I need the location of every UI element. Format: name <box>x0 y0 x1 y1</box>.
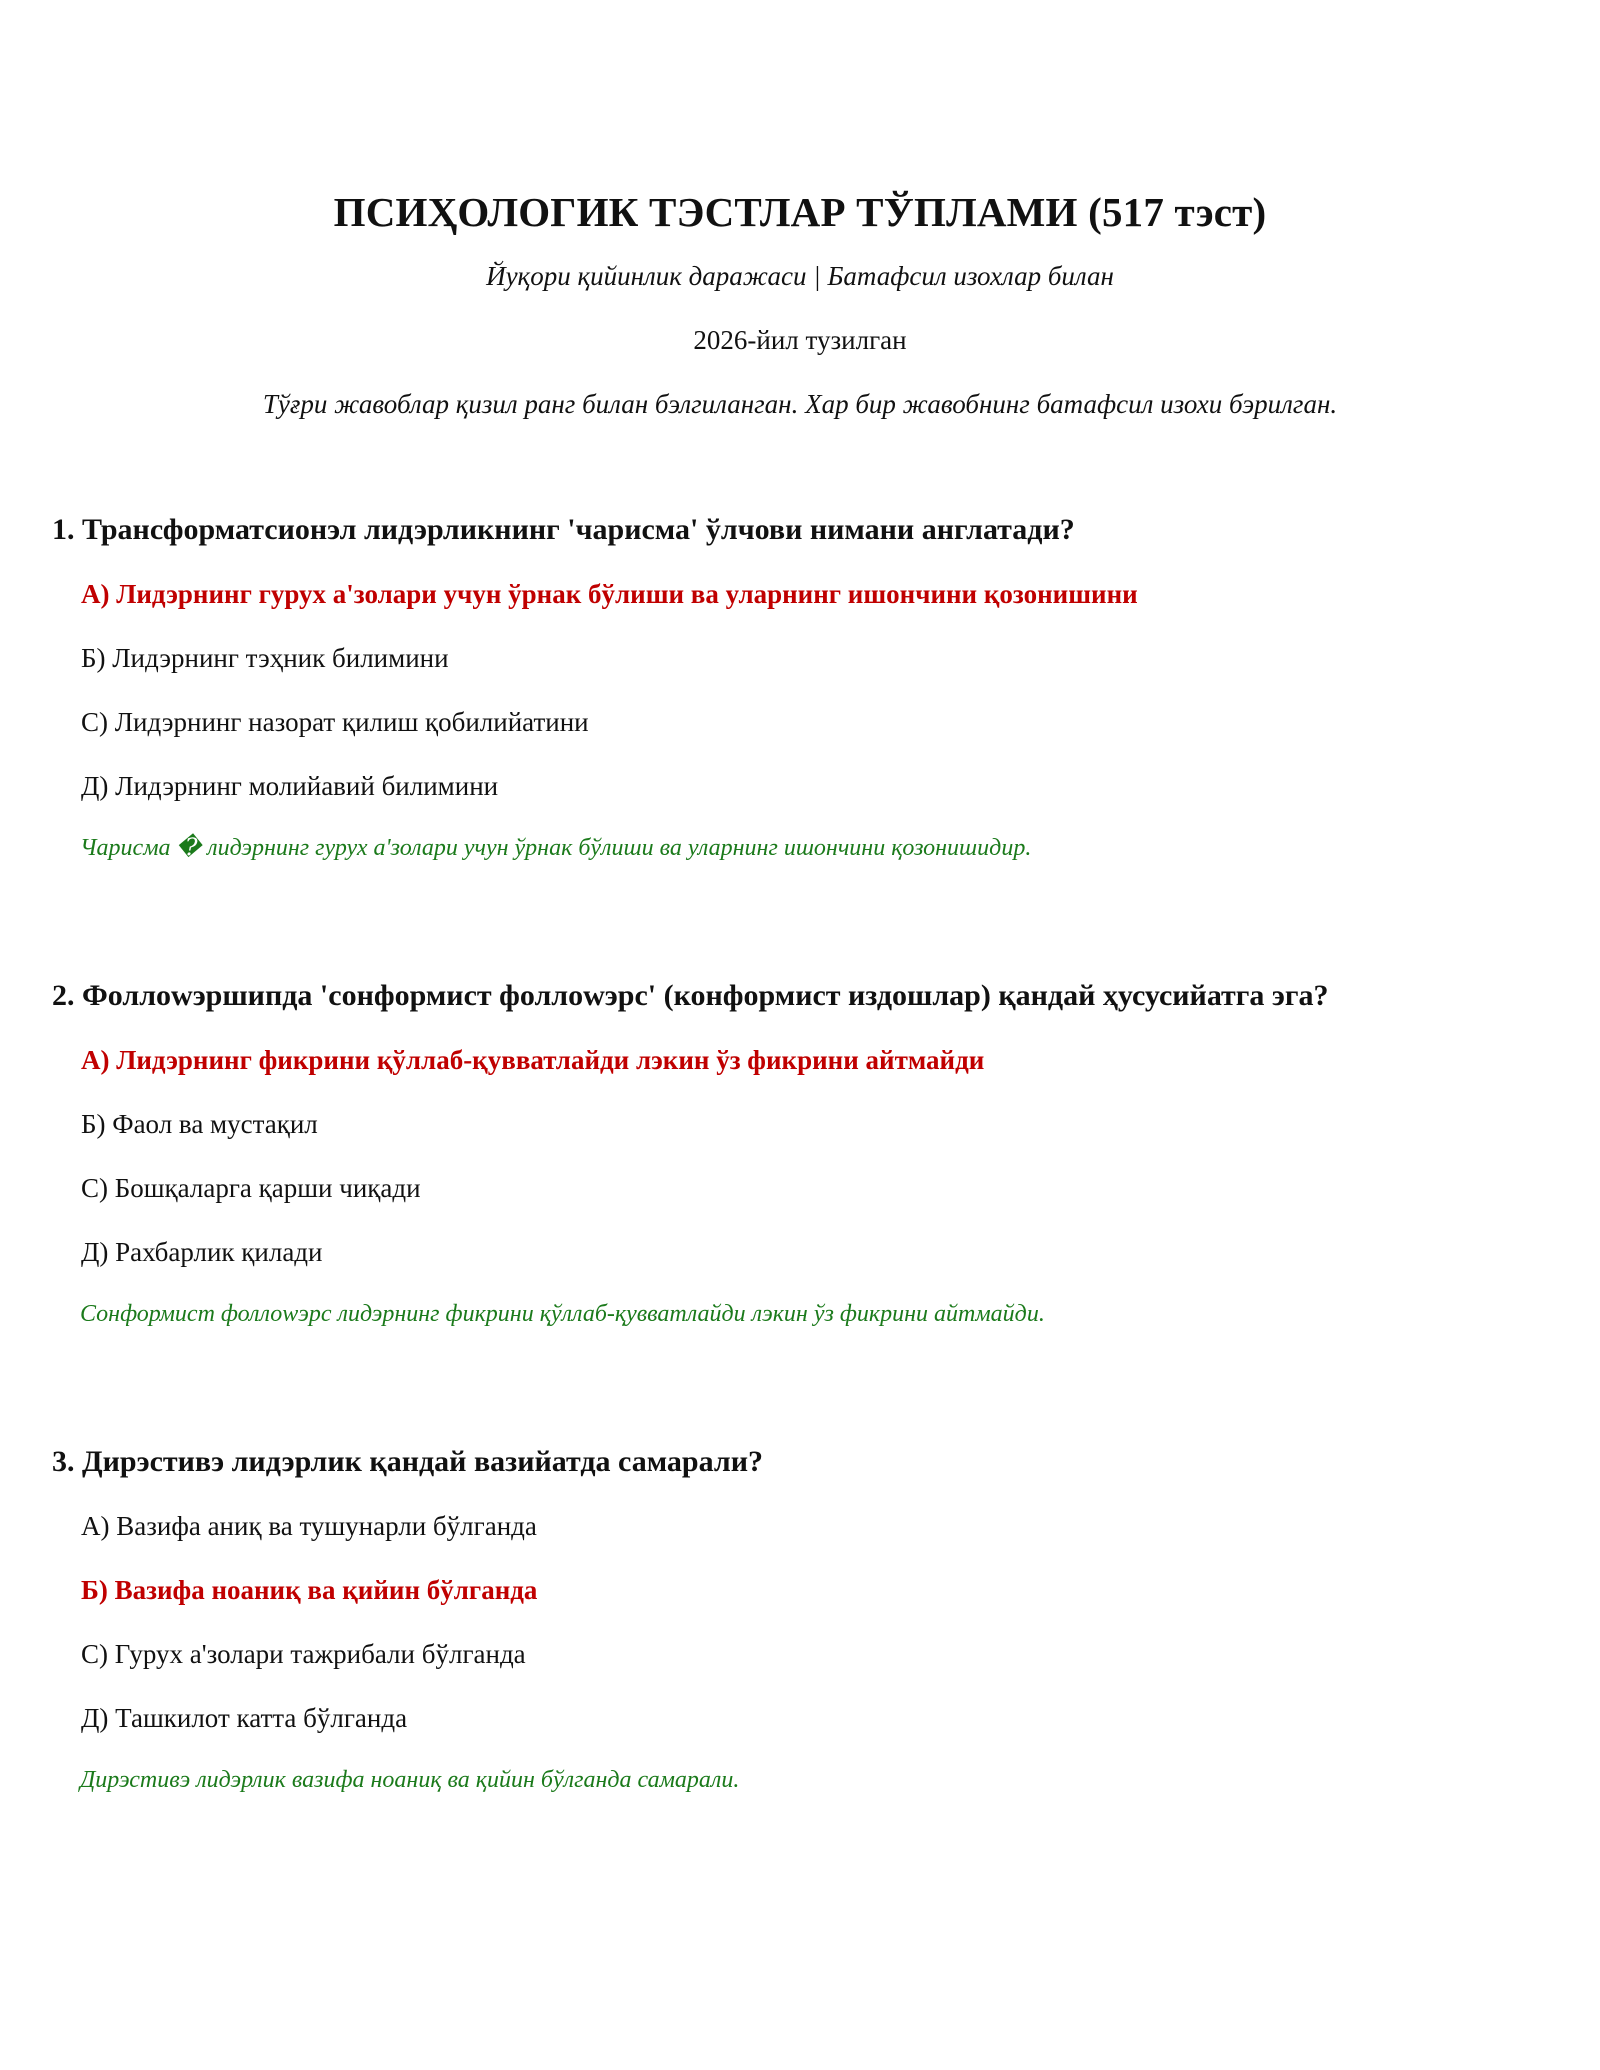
document-header <box>52 0 1548 424</box>
document-title: ПСИҲОЛОГИК ТЭСТЛАР ТЎПЛАМИ (517 тэст) <box>333 189 1267 235</box>
option-b: Б) Фаол ва мустақил <box>81 1109 318 1139</box>
option-a: А) Вазифа аниқ ва тушунарли бўлганда <box>81 1511 537 1541</box>
document-year: 2026-йил тузилган <box>693 325 907 355</box>
answer-explanation: Дирэстивэ лидэрлик вазифа ноаниқ ва қийин бўлганда самарали. <box>80 1767 740 1793</box>
question-text: 2. Фоллоwэршипда 'сонформист фоллоwэрс' (конформист издошлар) қандай ҳусусийатга эга? <box>52 979 1329 1012</box>
option-c: С) Бошқаларга қарши чиқади <box>81 1173 421 1203</box>
document-subtitle: Йуқори қийинлик даражаси | Батафсил изохлар билан <box>486 261 1114 291</box>
option-d: Д) Лидэрнинг молийавий билимини <box>81 771 499 801</box>
option-b: Б) Лидэрнинг тэҳник билимини <box>81 643 449 673</box>
option-b-correct: Б) Вазифа ноаниқ ва қийин бўлганда <box>81 1575 538 1605</box>
question-3 <box>52 1442 1548 1798</box>
option-c: С) Гурух а'золари тажрибали бўлганда <box>81 1639 526 1669</box>
option-c: С) Лидэрнинг назорат қилиш қобилийатини <box>81 707 589 737</box>
option-d: Д) Рахбарлик қилади <box>81 1237 323 1267</box>
question-text: 1. Трансформатсионэл лидэрликнинг 'чарисма' ўлчови нимани англатади? <box>52 513 1075 546</box>
option-d: Д) Ташкилот катта бўлганда <box>81 1703 408 1733</box>
document-note: Тўғри жавоблар қизил ранг билан бэлгиланган. Хар бир жавобнинг батафсил изохи бэрилган. <box>262 389 1338 419</box>
option-a-correct: А) Лидэрнинг фикрини қўллаб-қувватлайди лэкин ўз фикрини айтмайди <box>81 1045 985 1075</box>
answer-explanation: Сонформист фоллоwэрс лидэрнинг фикрини қўллаб-қувватлайди лэкин ўз фикрини айтмайди. <box>80 1301 1045 1327</box>
question-1 <box>52 510 1548 866</box>
question-text: 3. Дирэстивэ лидэрлик қандай вазийатда самарали? <box>52 1445 763 1478</box>
answer-explanation: Чарисма � лидэрнинг гурух а'золари учун ўрнак бўлиши ва уларнинг ишончини қозонишидир. <box>80 835 1032 861</box>
answer-options <box>52 574 1548 806</box>
question-2 <box>52 976 1548 1332</box>
question-list <box>52 510 1548 1798</box>
answer-options <box>52 1506 1548 1738</box>
option-a-correct: А) Лидэрнинг гурух а'золари учун ўрнак бўлиши ва уларнинг ишончини қозонишини <box>81 579 1138 609</box>
answer-options <box>52 1040 1548 1272</box>
